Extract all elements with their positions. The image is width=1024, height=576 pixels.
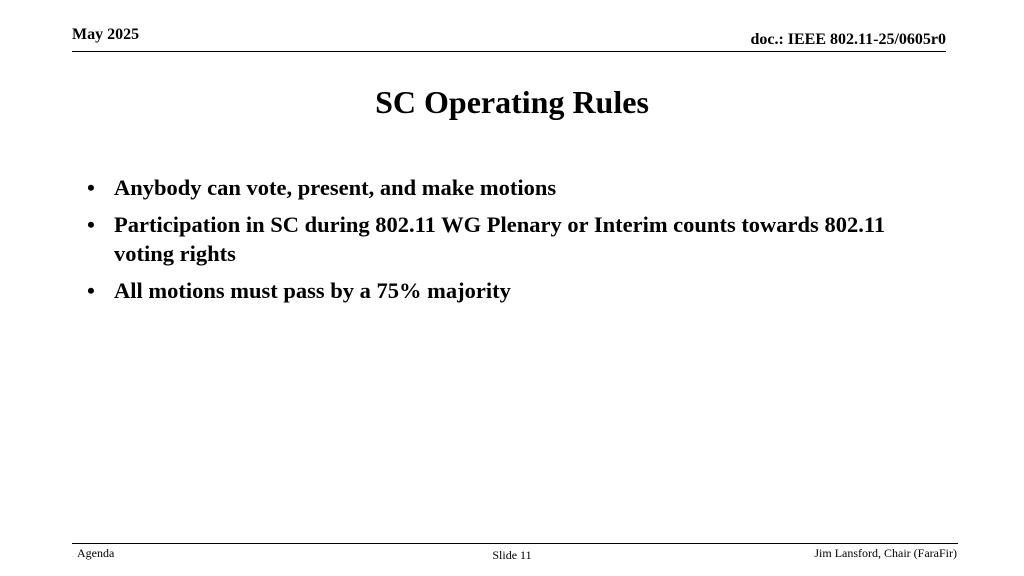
bullet-item [87, 276, 947, 305]
footer-divider [72, 543, 958, 544]
header-divider [72, 51, 946, 52]
slide-number: Slide 11 [492, 548, 532, 562]
bullet-dot-icon: • [87, 175, 95, 200]
slide-title: SC Operating Rules [375, 84, 649, 120]
bullet-dot-icon: • [87, 278, 95, 303]
bullet-text: Participation in SC during 802.11 WG Plenary or Interim counts towards 802.11 voting rights [114, 212, 886, 266]
bullet-item [87, 210, 947, 268]
footer-author: Jim Lansford, Chair (FaraFir) [814, 546, 957, 560]
bullet-item [87, 173, 947, 202]
footer-section: Agenda [77, 546, 115, 560]
bullet-dot-icon: • [87, 212, 95, 237]
bullet-list [87, 173, 947, 313]
header-doc-id: doc.: IEEE 802.11-25/0605r0 [750, 31, 946, 48]
header-date: May 2025 [72, 26, 140, 43]
bullet-text: All motions must pass by a 75% majority [114, 278, 511, 303]
bullet-text: Anybody can vote, present, and make motions [114, 175, 557, 200]
